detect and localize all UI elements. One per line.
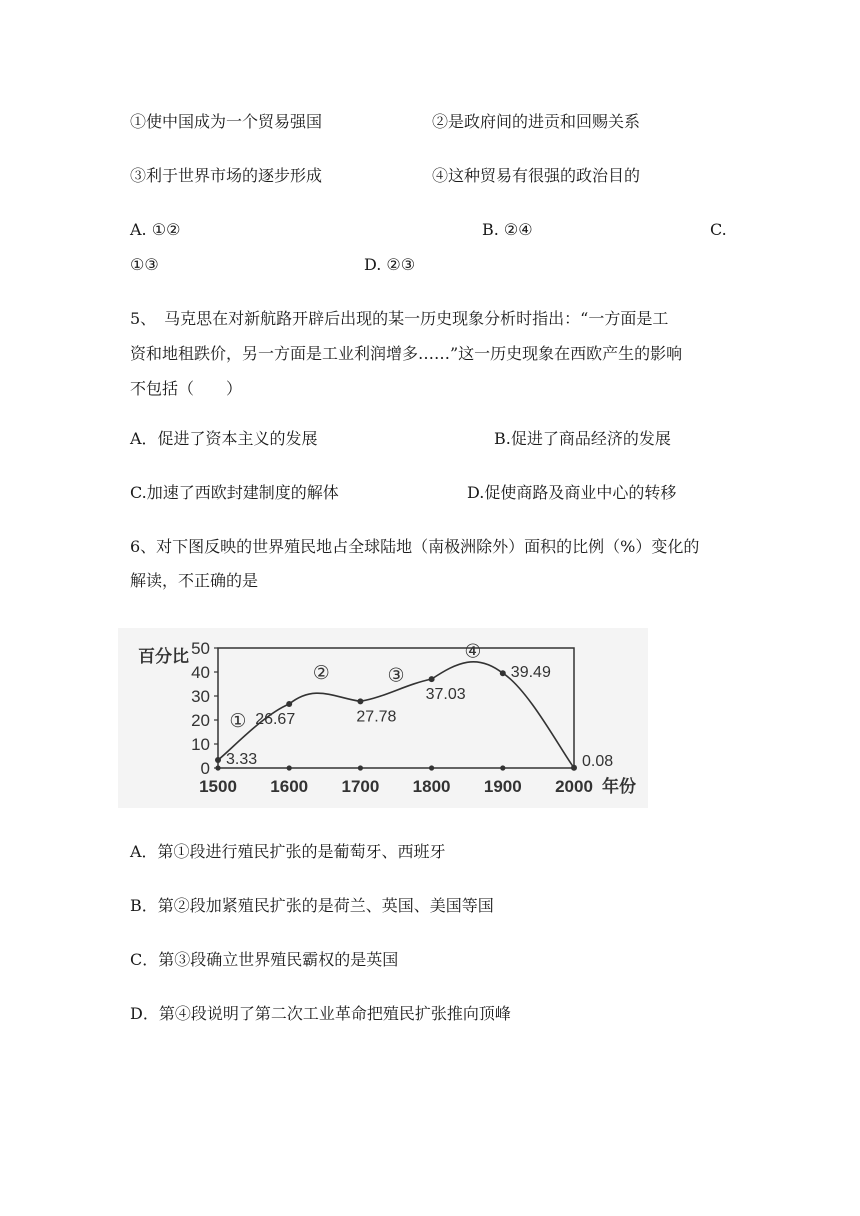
q6-stem-line-1: 6、对下图反映的世界殖民地占全球陆地（南极洲除外）面积的比例（%）变化的 bbox=[130, 537, 700, 556]
q4-choice-b[interactable]: B. ②④ bbox=[482, 220, 533, 239]
colony-area-line-chart bbox=[118, 628, 648, 808]
x-tick-label: 1800 bbox=[412, 777, 451, 796]
y-axis-title: 百分比 bbox=[138, 647, 189, 666]
data-label: 0.08 bbox=[582, 752, 614, 770]
q5-stem-line-1: 5、 马克思在对新航路开辟后出现的某一历史现象分析时指出：“一方面是工 bbox=[130, 309, 669, 328]
q5-choice-d[interactable]: D.促使商路及商业中心的转移 bbox=[467, 483, 677, 502]
q5-choice-b[interactable]: B.促进了商品经济的发展 bbox=[494, 429, 671, 448]
q6-choice-c[interactable]: C．第③段确立世界殖民霸权的是英国 bbox=[130, 950, 399, 969]
q6-choice-b[interactable]: B．第②段加紧殖民扩张的是荷兰、英国、美国等国 bbox=[130, 896, 494, 915]
q5-choice-a[interactable]: A．促进了资本主义的发展 bbox=[130, 429, 318, 448]
q5-stem-line-2: 资和地租跌价，另一方面是工业利润增多……”这一历史现象在西欧产生的影响 bbox=[130, 344, 683, 363]
data-label: 39.49 bbox=[510, 664, 551, 682]
q4-option-1: ①使中国成为一个贸易强国 bbox=[130, 112, 323, 131]
data-point bbox=[571, 765, 577, 771]
q4-choice-c-label[interactable]: C. bbox=[710, 220, 727, 239]
x-axis-title: 年份 bbox=[602, 777, 636, 796]
y-tick-label: 20 bbox=[191, 711, 210, 730]
data-point bbox=[357, 698, 363, 704]
segment-label: ④ bbox=[464, 641, 482, 663]
data-point bbox=[429, 676, 435, 682]
q4-choice-c-value[interactable]: ①③ bbox=[130, 255, 159, 274]
q6-stem-line-2: 解读，不正确的是 bbox=[130, 571, 259, 590]
x-tick-marker bbox=[287, 765, 292, 770]
data-label: 27.78 bbox=[356, 708, 397, 726]
data-label: 3.33 bbox=[226, 751, 258, 769]
data-point bbox=[286, 701, 292, 707]
y-tick-label: 0 bbox=[200, 759, 210, 778]
colony-area-chart bbox=[118, 628, 648, 808]
x-tick-marker bbox=[500, 765, 505, 770]
data-label: 37.03 bbox=[425, 686, 466, 704]
q4-option-4: ④这种贸易有很强的政治目的 bbox=[432, 166, 641, 185]
q5-choice-c[interactable]: C.加速了西欧封建制度的解体 bbox=[130, 483, 339, 502]
q5-stem-line-3: 不包括（ ） bbox=[130, 379, 243, 398]
x-tick-marker bbox=[215, 765, 220, 770]
x-tick-label: 1700 bbox=[341, 777, 380, 796]
y-tick-label: 40 bbox=[191, 663, 210, 682]
y-tick-label: 30 bbox=[191, 687, 210, 706]
q4-choice-a[interactable]: A. ①② bbox=[130, 220, 181, 239]
y-tick-label: 50 bbox=[191, 639, 210, 658]
q6-choice-d[interactable]: D．第④段说明了第二次工业革命把殖民扩张推向顶峰 bbox=[130, 1004, 511, 1023]
data-point bbox=[215, 757, 221, 763]
data-label: 26.67 bbox=[255, 710, 296, 728]
segment-label: ② bbox=[312, 663, 330, 685]
x-tick-marker bbox=[429, 765, 434, 770]
y-tick-label: 10 bbox=[191, 735, 210, 754]
x-tick-marker bbox=[358, 765, 363, 770]
x-tick-label: 1500 bbox=[199, 777, 237, 796]
x-tick-label: 1900 bbox=[483, 777, 522, 796]
q4-choice-d[interactable]: D. ②③ bbox=[364, 255, 416, 274]
q4-option-2: ②是政府间的进贡和回赐关系 bbox=[432, 112, 641, 131]
segment-label: ① bbox=[229, 711, 247, 733]
segment-label: ③ bbox=[387, 665, 405, 687]
x-tick-label: 2000 bbox=[555, 777, 593, 796]
q6-choice-a[interactable]: A．第①段进行殖民扩张的是葡萄牙、西班牙 bbox=[130, 842, 446, 861]
x-tick-label: 1600 bbox=[270, 777, 309, 796]
data-point bbox=[500, 670, 506, 676]
q4-option-3: ③利于世界市场的逐步形成 bbox=[130, 166, 323, 185]
